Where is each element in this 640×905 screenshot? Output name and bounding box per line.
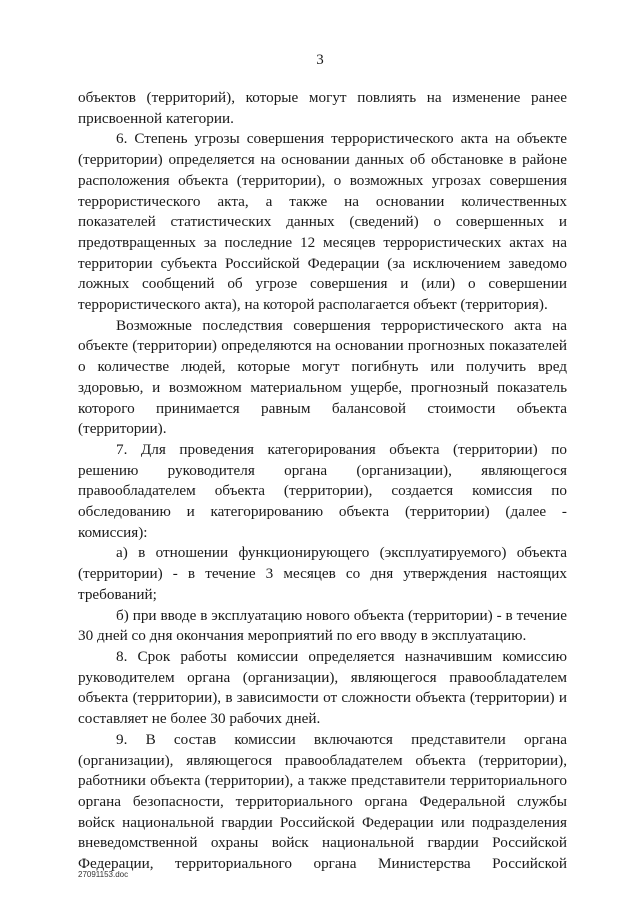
paragraph-item-7: 7. Для проведения категорирования объекта (территории) по решению руководителя органа (организации), являющегося правообладателем объекта (территории), создается комиссия по обследованию и категорированию объекта (территории) (далее - комиссия): <box>78 440 567 541</box>
paragraph-item-6: 6. Степень угрозы совершения террористического акта на объекте (территории) определяется на основании данных об обстановке в районе расположения объекта (территории), о возможных угрозах совершения террористического акта, а также на основании количественных показателей статистических данных (сведений) о совершенных и предотвращенных за последние 12 месяцев террористических актах на территории субъекта Российской Федерации (за исключением заведомо ложных сообщений об угрозе совершения и (или) о совершении террористического акта), на которой располагается объект (территория). <box>78 130 567 314</box>
paragraph-consequences: Возможные последствия совершения террористического акта на объекте (территории) определяются на основании прогнозных показателей о количестве людей, которые могут погибнуть или получить вред здоровью, и возможном материальном ущербе, прогнозный показатель которого принимается равным балансовой стоимости объекта (территории). <box>78 316 567 438</box>
document-body <box>78 88 567 875</box>
paragraph-item-7a: а) в отношении функционирующего (эксплуатируемого) объекта (территории) - в течение 3 месяцев со дня утверждения настоящих требований; <box>78 544 567 603</box>
footer-document-code: 27091153.doc <box>78 870 129 879</box>
paragraph-item-9: 9. В состав комиссии включаются представители органа (организации), являющегося правообладателем объекта (территории), работники объекта (территории), а также представители территориального органа безопасности, территориального органа Федеральной службы войск национальной гвардии Российской Федерации или подразделения вневедомственной охраны войск национальной гвардии Российской Федерации, территориального органа Министерства Российской <box>78 730 567 873</box>
paragraph-item-7b: б) при вводе в эксплуатацию нового объекта (территории) - в течение 30 дней со дня окончания мероприятий по его вводу в эксплуатацию. <box>78 606 567 645</box>
paragraph-continuation: объектов (территорий), которые могут повлиять на изменение ранее присвоенной категории. <box>78 89 567 127</box>
page-number: 3 <box>316 52 324 68</box>
paragraph-item-8: 8. Срок работы комиссии определяется назначившим комиссию руководителем органа (организации), являющегося правообладателем объекта (территории), в зависимости от сложности объекта (территории) и составляет не более 30 рабочих дней. <box>78 647 567 728</box>
